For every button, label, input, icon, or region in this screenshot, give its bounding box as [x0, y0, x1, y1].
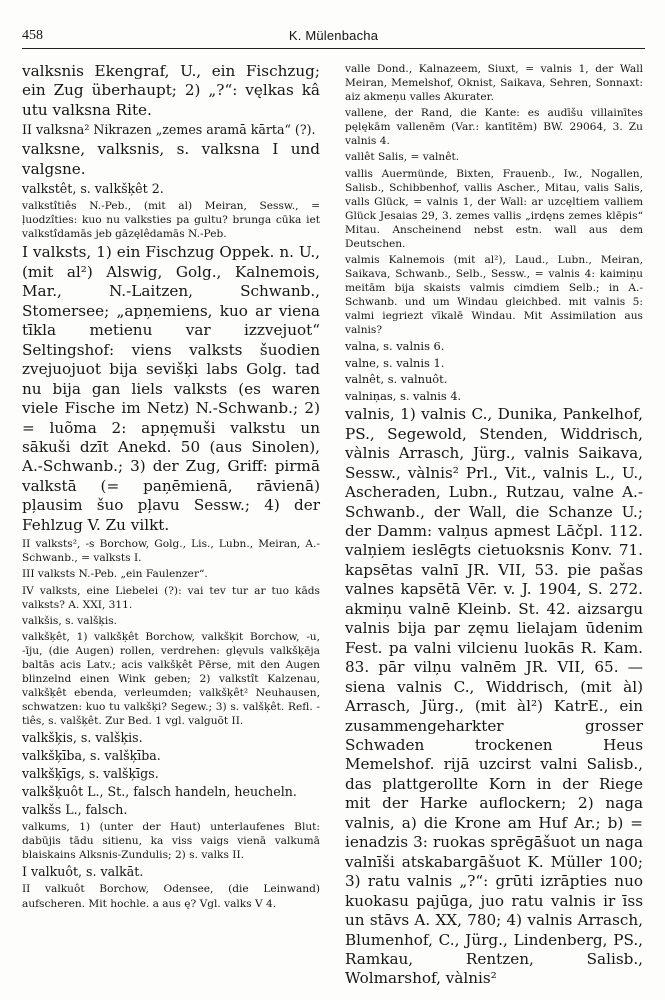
dictionary-entry: valkums, 1) (unter der Haut) unterlaufenes Blut: dabūjis tādu sitienu, ka viss vaigs vienā valkumā blaiskains Alksnis-Zundulis; 2) s. valks II.	[22, 821, 320, 862]
dictionary-entry: valnêt, s. valnuôt.	[345, 372, 448, 387]
dictionary-entry: valne, s. valnis 1.	[345, 355, 445, 370]
dictionary-entry: vallêt Salis, = valnêt.	[345, 151, 460, 164]
dictionary-entry: II valksts², -s Borchow, Golg., Lis., Lubn., Meiran, A.-Schwanb., = valksts I.	[22, 538, 320, 565]
dictionary-entry: valnis, 1) valnis C., Dunika, Pankelhof, PS., Segewold, Stenden, Widdrisch, vàlnis Arrasch, Jürg., valnis Saikava, Sessw., vàlnis² Prl., Vit., valnis L., U., Ascheraden, Lubn., Rutzau, valne A.-Schwanb., der Wall, die Schanze U.; der Damm: valņus apmest Lāčpl. 112. valņiem ieslēgts cietuoksnis Konv. 71. kapsētas valnī JR. VII, 53. pie pašas valnes kapsētā Vēr. v. J. 1904, S. 272. akmiņu valnē Kleinb. St. 42. aizsargu valnis bija par zęmu lielajam ūdenim Fest. pa valni vilcienu luokās R. Kam. 83. pār vilņu valnēm JR. VII, 65. — siena valnis C., Widdrisch, (mit àl) Arrasch, Jürg., (mit àl²) KatrE., ein zusammengeharkter grosser Schwaden trockenen Heus Memelshof. rijā uzcirst valni Salisb., das plattgerollte Korn in der Riege mit der Harke auflockern; 2) naga valnis, a) die Krone am Huf Ar.; b) = ienadzis 3: ruokas sprēgāšuot un naga valnīši atskabargāšuot K. Müller 100; 3) ratu valnis „?“: grūti izrāpties nuo kuokasu pajūga, juo ratu valnis ir īss un stāvs A. XX, 780; 4) valnis Arrasch, Blumenhof, C., Jürg., Lindenberg, PS., Ramkau, Rentzen, Salisb., Wolmarshof, vàlnis²	[345, 405, 643, 988]
dictionary-entry: II valkuôt Borchow, Odensee, (die Leinwand) aufscheren. Mit hochle. a aus ę? Vgl. valks V 4.	[22, 883, 320, 910]
dictionary-entry: I valkuôt, s. valkāt.	[22, 864, 144, 880]
dictionary-entry: I valksts, 1) ein Fischzug Oppek. n. U., (mit al²) Alswig, Golg., Kalnemois, Mar., N.-Laitzen, Schwanb., Stomersee; „apņemiens, kuo ar viena tīkla metienu var izzvejuot“ Seltingshof: viens valksts šuodien zvejuojuot bija sevišķi labs Golg. tad nu bija gan liels valksts (es waren viele Fische im Netz) N.-Schwanb.; 2) = luõma 2: apņęmuši valkstu un sākuši dzīt Anekd. 50 (aus Sinolen), A.-Schwanb.; 3) der Zug, Griff: pirmā valkstā (= paņēmienā, rāvienā) pļausim šuo pļavu Sessw.; 4) der Fehlzug V. Zu vilkt.	[22, 243, 320, 534]
dictionary-entry: IV valksts, eine Liebelei (?): vai tev tur ar tuo kāds valksts? A. XXI, 311.	[22, 584, 320, 611]
dictionary-entry: valkšķība, s. valšķība.	[22, 748, 161, 764]
dictionary-entry: valkstêt, s. valkšķêt 2.	[22, 181, 164, 197]
dictionary-entry: III valksts N.-Peb. „ein Faulenzer“.	[22, 568, 208, 581]
dictionary-entry: valksne, valksnis, s. valksna I und valgsne.	[22, 140, 320, 178]
dictionary-entry: II valksna² Nikrazen „zemes aramā kārta“ (?).	[22, 122, 316, 138]
dictionary-entry: valksnis Ekengraf, U., ein Fischzug; ein Zug überhaupt; 2) „?“: vęlkas kâ utu valksna Rite.	[22, 62, 320, 119]
dictionary-entry: valniņas, s. valnis 4.	[345, 388, 462, 403]
dictionary-entry: valkšķêt, 1) valkšķêt Borchow, valkšķit Borchow, -u, -īju, (die Augen) rollen, verdrehen: glęvuls valkšķēja baltās acis Latv.; acis valkšķêt Pērse, mit den Augen blinzelnd einen Wink geben; 2) valkstît Kalzenau, valkšķêt ebenda, verleumden; valkšķêt² Neuhausen, schwatzen: kuo tu valkšķi? Segew.; 3) s. valšķêt. Refl. -tiês, s. valšķêt. Zur Bed. 1 vgl. valguõt II.	[22, 630, 320, 728]
right-column	[345, 62, 643, 991]
dictionary-entry: valkstîtiês N.-Peb., (mit al) Meiran, Sessw., = ļuodzîties: kuo nu valksties pa gultu? brunga cūka iet valkstîdamās jeb gāzęlêdamās N.-Peb.	[22, 200, 320, 241]
dictionary-entry: valkšis, s. valšķis.	[22, 614, 118, 627]
dictionary-entry: valkšķīgs, s. valšķīgs.	[22, 766, 159, 782]
dictionary-entry: valle Dond., Kalnazeem, Siuxt, = valnis 1, der Wall Meiran, Memelshof, Oknist, Saikava, Sehren, Sonnaxt: aiz akmeņu valles Akurater.	[345, 63, 643, 104]
dictionary-entry: valkšs L., falsch.	[22, 802, 128, 818]
page-number: 458	[22, 28, 43, 43]
dictionary-entry: valna, s. valnis 6.	[345, 339, 445, 354]
dictionary-entry: vallene, der Rand, die Kante: es audīšu villainītes pęlękām vallenēm (Var.: kantītēm) BW. 29064, 3. Zu valnis 4.	[345, 107, 643, 148]
running-title: K. Mülenbacha	[288, 28, 379, 43]
dictionary-entry: vallis Auermünde, Bixten, Frauenb., Iw., Nogallen, Salisb., Schibbenhof, vallis Ascher., Mitau, valis Salis, valls Glück, = valnis 1, der Wall: ar uzcęltiem valliem Glück Jesaias 29, 3. zemes vallis „irdęns zemes klēpis“ Mitau. Anscheinend nebst estn. wall aus dem Deutschen.	[345, 167, 643, 250]
left-column	[22, 62, 320, 913]
dictionary-entry: valkšķis, s. valšķis.	[22, 730, 143, 746]
page-header	[22, 26, 645, 49]
dictionary-entry: valmis Kalnemois (mit al²), Laud., Lubn., Meiran, Saikava, Schwanb., Selb., Sessw., = valnis 4: kaimiņu meitām bija skaists valmis cimdiem Selb.; in A.-Schwanb. und um Windau gleichbed. mit valnis 5: valmi iegriezt vīkalē Windau. Mit Assimilation aus valnis?	[345, 254, 643, 337]
dictionary-entry: valkšķuôt L., St., falsch handeln, heucheln.	[22, 784, 297, 800]
